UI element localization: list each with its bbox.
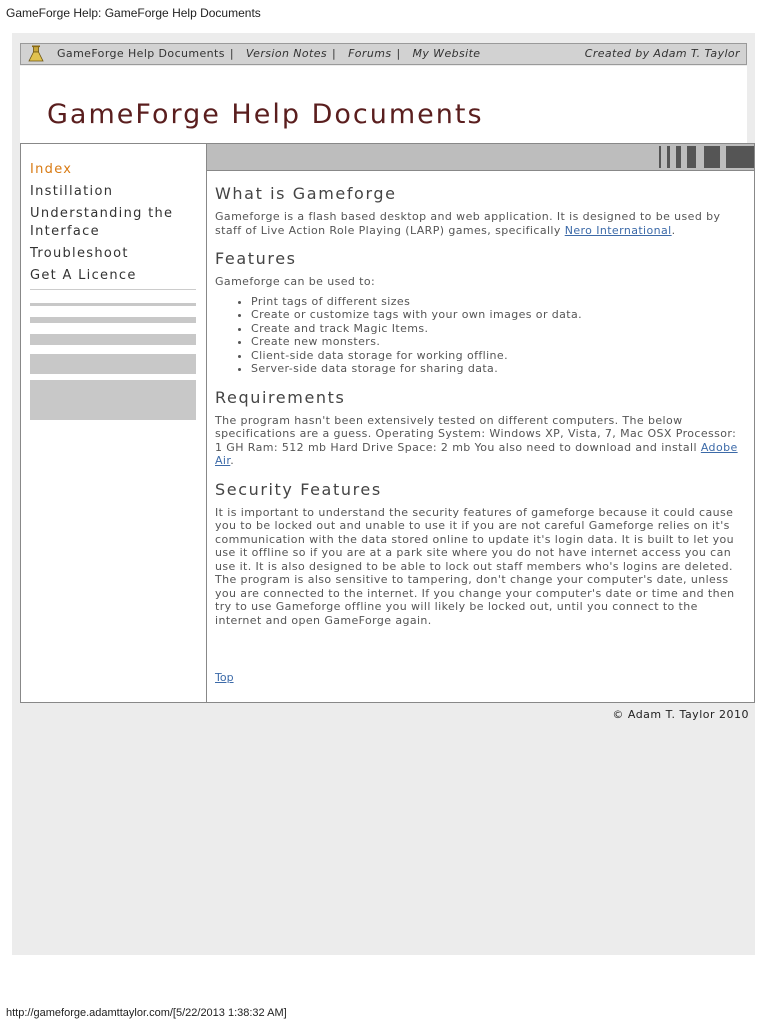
page-container bbox=[12, 33, 755, 955]
article bbox=[215, 184, 745, 639]
sidebar-menu bbox=[30, 161, 180, 289]
list-item: • Server-side data storage for sharing data. bbox=[251, 362, 745, 376]
flask-icon[interactable] bbox=[27, 45, 45, 63]
sidebar-decor-bar bbox=[30, 334, 196, 345]
nav-home-link[interactable]: GameForge Help Documents bbox=[57, 47, 225, 60]
section-text-security: It is important to understand the security features of gameforge because it could cause you to be locked out and unable to use it if you are not careful Gameforge relies on it's communication with the data stored online to update it's login data. It is built to let you use it offline so if you are at a park site where you do not have internet access you can use it. It is also designed to be able to lock out staff members who's logins are deleted. The program is also sensitive to tampering, don't change your computer's date, unless you are connected to the internet. If you change your computer's date or time and then try to use Gameforge offline you will likely be locked out, until you connect to the internet and open GameForge again. bbox=[215, 505, 735, 627]
sidebar-divider bbox=[30, 289, 196, 290]
features-intro: Gameforge can be used to: bbox=[215, 275, 376, 288]
list-item: • Print tags of different sizes bbox=[251, 295, 745, 309]
copyright-notice: © Adam T. Taylor 2010 bbox=[612, 708, 749, 721]
sidebar-item-get-licence[interactable]: Get A Licence bbox=[30, 268, 137, 283]
sidebar-decor-bar bbox=[30, 317, 196, 323]
banner-stripe bbox=[726, 146, 754, 168]
page-title: GameForge Help Documents bbox=[47, 99, 484, 130]
section-heading-security: Security Features bbox=[215, 479, 382, 499]
banner-stripe bbox=[704, 146, 720, 168]
list-item: • Create or customize tags with your own images or data. bbox=[251, 308, 745, 322]
section-text-requirements bbox=[215, 414, 745, 468]
top-nav-links bbox=[57, 47, 480, 60]
list-item: • Create new monsters. bbox=[251, 335, 745, 349]
banner-stripe bbox=[667, 146, 670, 168]
sidebar-decor-bar bbox=[30, 354, 196, 374]
requirements-text-end: . bbox=[230, 454, 235, 467]
content-frame bbox=[20, 143, 755, 703]
author-credit: Created by Adam T. Taylor bbox=[584, 47, 740, 60]
sidebar-item-understanding-interface[interactable]: Understanding the Interface bbox=[30, 206, 174, 239]
content-banner bbox=[207, 144, 754, 171]
sidebar-decor-bar bbox=[30, 380, 196, 420]
nav-version-notes-link[interactable]: Version Notes bbox=[245, 47, 328, 60]
print-footer-url: http://gameforge.adamttaylor.com/[5/22/2013 1:38:32 AM] bbox=[6, 1007, 287, 1019]
nav-my-website-link[interactable]: My Website bbox=[412, 47, 481, 60]
main-content bbox=[207, 144, 754, 702]
banner-stripe bbox=[659, 146, 661, 168]
nav-separator: | bbox=[229, 47, 234, 60]
section-heading-features: Features bbox=[215, 249, 297, 268]
sidebar-item-index[interactable]: Index bbox=[30, 162, 73, 177]
nav-separator: | bbox=[332, 47, 337, 60]
banner-stripe bbox=[687, 146, 696, 168]
section-text-what bbox=[215, 210, 745, 237]
section-heading-requirements: Requirements bbox=[215, 387, 346, 407]
nav-separator: | bbox=[396, 47, 401, 60]
top-nav-bar bbox=[20, 43, 747, 65]
sidebar-item-troubleshoot[interactable]: Troubleshoot bbox=[30, 246, 129, 261]
nav-forums-link[interactable]: Forums bbox=[348, 47, 392, 60]
sidebar-item-installation[interactable]: Instillation bbox=[30, 184, 114, 199]
sidebar-decor-bar bbox=[30, 303, 196, 306]
title-banner bbox=[20, 66, 747, 144]
features-list bbox=[215, 295, 745, 376]
list-item: • Create and track Magic Items. bbox=[251, 322, 745, 336]
adobe-air-link[interactable]: Adobe Air bbox=[215, 440, 738, 467]
sidebar bbox=[21, 144, 207, 702]
what-text-end: . bbox=[671, 223, 676, 237]
what-text: Gameforge is a flash based desktop and web application. It is designed to be used by staff of Live Action Role Playing (LARP) games, specifically bbox=[215, 210, 721, 237]
print-header-title: GameForge Help: GameForge Help Documents bbox=[6, 6, 261, 20]
banner-stripe bbox=[676, 146, 681, 168]
section-heading-what: What is Gameforge bbox=[215, 184, 397, 203]
requirements-text: The program hasn't been extensively tested on different computers. The below specifications are a guess. Operating System: Windows XP, Vista, 7, Mac OSX Processor: 1 GH Ram: 512 mb Hard Drive Space: 2 mb You also need to download and install bbox=[215, 413, 737, 454]
nero-international-link[interactable]: Nero International bbox=[564, 223, 672, 237]
back-to-top-link[interactable]: Top bbox=[215, 671, 234, 684]
list-item: • Client-side data storage for working offline. bbox=[251, 349, 745, 363]
